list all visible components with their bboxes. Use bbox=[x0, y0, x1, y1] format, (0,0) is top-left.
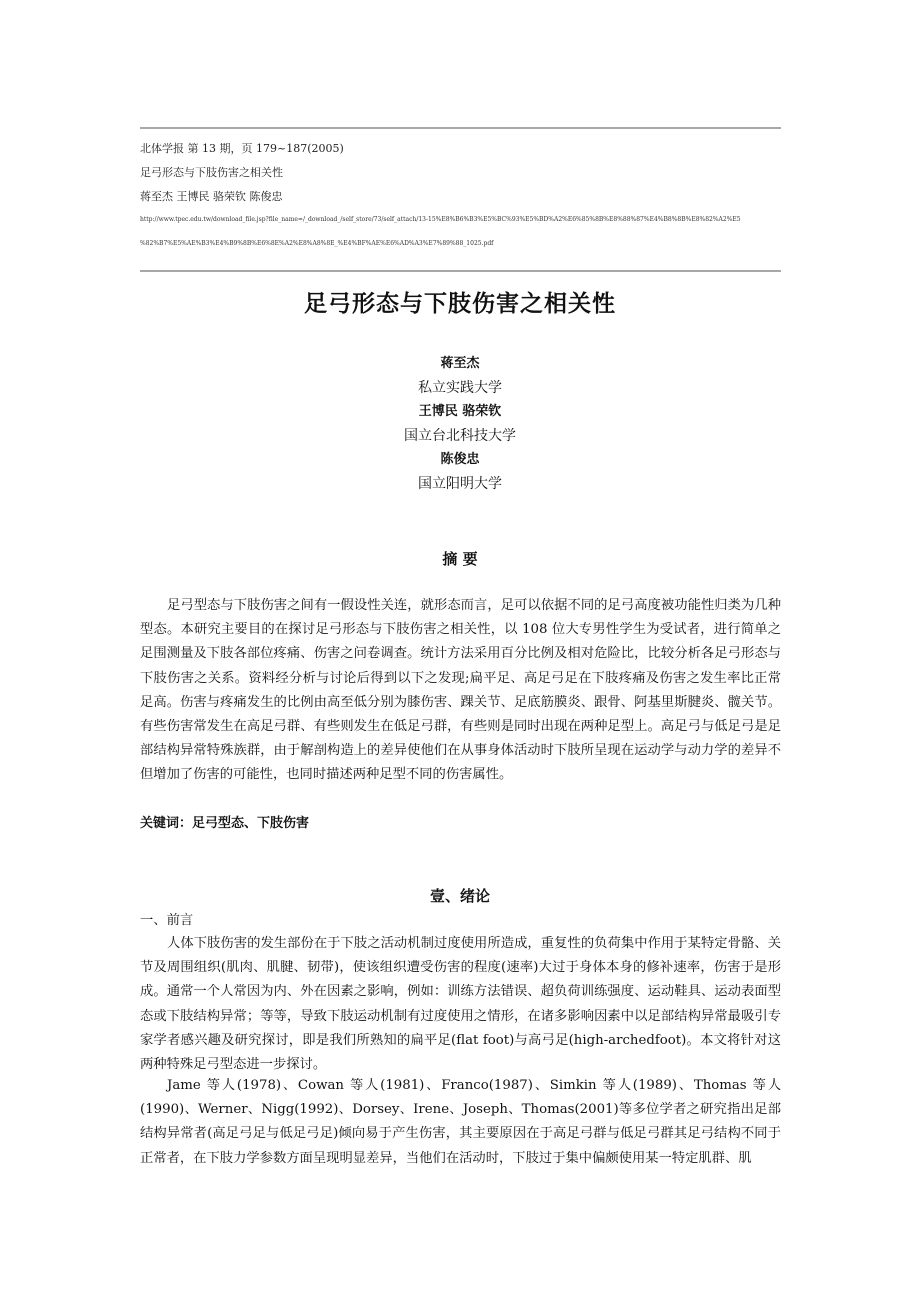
author-name: 陈俊忠 bbox=[440, 452, 480, 467]
paper-title: 足弓形态与下肢伤害之相关性 bbox=[304, 291, 616, 317]
subsection-heading: 一、前言 bbox=[140, 913, 194, 928]
citation-title: 足弓形态与下肢伤害之相关性 bbox=[140, 166, 283, 179]
author-affiliation: 私立实践大学 bbox=[418, 380, 502, 396]
keywords: 关键词：足弓型态、下肢伤害 bbox=[140, 816, 310, 831]
top-rule bbox=[140, 127, 781, 129]
body-paragraph: 人体下肢伤害的发生部份在于下肢之活动机制过度使用所造成，重复性的负荷集中作用于某特定骨骼、关节及周围组织(肌肉、肌腱、韧带)，使该组织遭受伤害的程度(速率)大过于身体本身的修补速率，伤害于是形成。通常一个人常因为内、外在因素之影响，例如：训练方法错误、超负荷训练强度、运动鞋具、运动表面型态或下肢结构异常；等等，导致下肢运动机制有过度使用之情形，在诸多影响因素中以足部结构异常最吸引专家学者感兴趣及研究探讨，即是我们所熟知的扁平足(flat foot)与高弓足(high-archedfoot)。本文将针对这两种特殊足弓型态进一步探讨。 bbox=[140, 936, 781, 1073]
section-heading: 壹、绪论 bbox=[429, 887, 490, 905]
body-paragraph: Jame 等人(1978)、Cowan 等人(1981)、Franco(1987)、Simkin 等人(1989)、Thomas 等人(1990)、Werner、Nigg(1992)、Dorsey、Irene、Joseph、Thomas(2001)等多位学者之研究指出足部结构异常者(高足弓足与低足弓足)倾向易于产生伤害，其主要原因在于高足弓群与低足弓群其足弓结构不同于正常者，在下肢力学参数方面呈现明显差异，当他们在活动时，下肢过于集中偏颇使用某一特定肌群、肌 bbox=[140, 1078, 781, 1166]
citation-authors: 蒋至杰 王博民 骆荣钦 陈俊忠 bbox=[140, 190, 283, 203]
source-url-line-2[interactable]: %82%B7%E5%AE%B3%E4%B9%8B%E6%8E%A2%E8%A8%8E_%E4%BF%AE%E6%AD%A3%E7%89%88_1025.pdf bbox=[140, 240, 494, 247]
author-affiliation: 国立阳明大学 bbox=[418, 476, 502, 492]
journal-citation: 北体学报 第 13 期，页 179~187(2005) bbox=[140, 142, 344, 155]
abstract-heading: 摘 要 bbox=[442, 550, 478, 568]
author-affiliation: 国立台北科技大学 bbox=[404, 428, 516, 444]
author-name: 王博民 骆荣钦 bbox=[418, 404, 502, 419]
abstract-body: 足弓型态与下肢伤害之间有一假设性关连，就形态而言，足可以依据不同的足弓高度被功能性归类为几种型态。本研究主要目的在探讨足弓形态与下肢伤害之相关性，以 108 位大专男性学生为受试者，进行简单之足围测量及下肢各部位疼痛、伤害之问卷调查。统计方法采用百分比例及相对危险比，比较分析各足弓形态与下肢伤害之关系。资料经分析与讨论后得到以下之发现;扁平足、高足弓足在下肢疼痛及伤害之发生率比正常足高。伤害与疼痛发生的比例由高至低分别为膝伤害、踝关节、足底筋膜炎、跟骨、阿基里斯腱炎、髋关节。有些伤害常发生在高足弓群、有些则发生在低足弓群，有些则是同时出现在两种足型上。高足弓与低足弓是足部结构异常特殊族群，由于解剖构造上的差异使他们在从事身体活动时下肢所呈现在运动学与动力学的差异不但增加了伤害的可能性，也同时描述两种足型不同的伤害属性。 bbox=[140, 598, 781, 783]
header-rule bbox=[140, 270, 781, 272]
source-url-line-1[interactable]: http://www.tpec.edu.tw/download_file.jsp?file_name=/_download_/self_store/73/self_attach/13-15%E8%B6%B3%E5%BC%93%E5%BD%A2%E6%85%8B%E8%88%87%E4%B8%8B%E8%82%A2%E5 bbox=[140, 216, 741, 223]
author-name: 蒋至杰 bbox=[440, 356, 480, 371]
